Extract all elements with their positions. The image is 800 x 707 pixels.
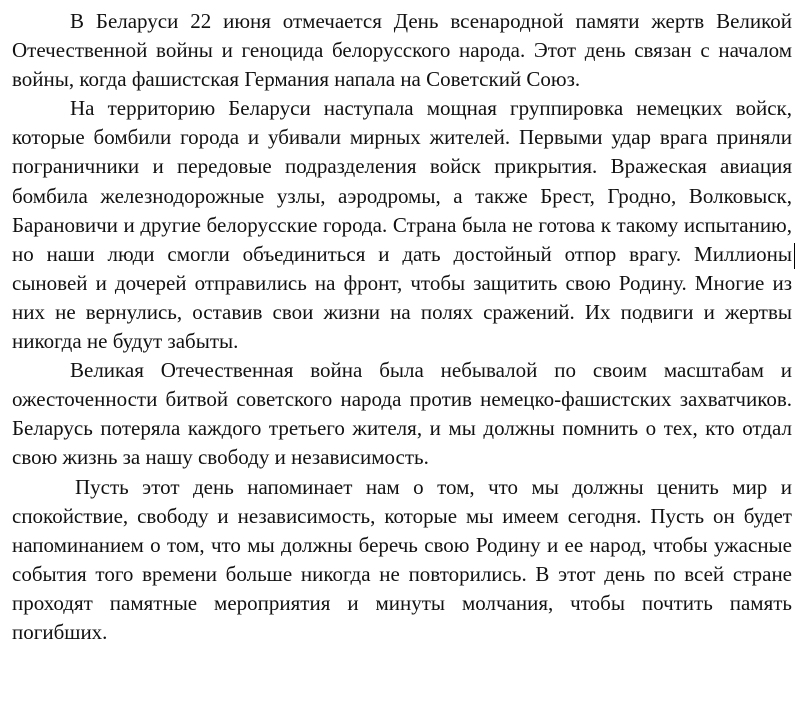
text-cursor xyxy=(794,243,795,269)
paragraph-remembrance: Пусть этот день напоминает нам о том, что мы должны ценить мир и спокойствие, свободу и независимость, которые мы имеем сегодня. Пусть он будет напоминанием о том, что мы должны беречь свою Родину и ее народ, чтобы ужасные события того времени больше никогда не повторились. В этот день по всей стране проходят памятные мероприятия и минуты молчания, чтобы почтить память погибших. xyxy=(12,474,792,644)
paragraph-losses: Великая Отечественная война была небывалой по своим масштабам и ожесточенности битвой советского народа против немецко-фашистских захватчиков. Беларусь потеряла каждого третьего жителя, и мы должны помнить о тех, кто отдал свою жизнь за нашу свободу и независимость. xyxy=(12,358,792,470)
document-body xyxy=(12,7,792,647)
paragraph-intro: В Беларуси 22 июня отмечается День всенародной памяти жертв Великой Отечественной войны и геноцида белорусского народа. Этот день связан с началом войны, когда фашистская Германия напала на Советский Союз. xyxy=(12,9,792,92)
paragraph-invasion: На территорию Беларуси наступала мощная группировка немецких войск, которые бомбили города и убивали мирных жителей. Первыми удар врага приняли пограничники и передовые подразделения войск прикрытия. Вражеская авиация бомбила железнодорожные узлы, аэродромы, а также Брест, Гродно, Волковыск, Барановичи и другие белорусские города. Страна была не готова к такому испытанию, но наши люди смогли объединиться и дать достойный отпор врагу. Миллионы сыновей и дочерей отправились на фронт, чтобы защитить свою Родину. Многие из них не вернулись, оставив свои жизни на полях сражений. Их подвиги и жертвы никогда не будут забыты. xyxy=(12,96,792,354)
